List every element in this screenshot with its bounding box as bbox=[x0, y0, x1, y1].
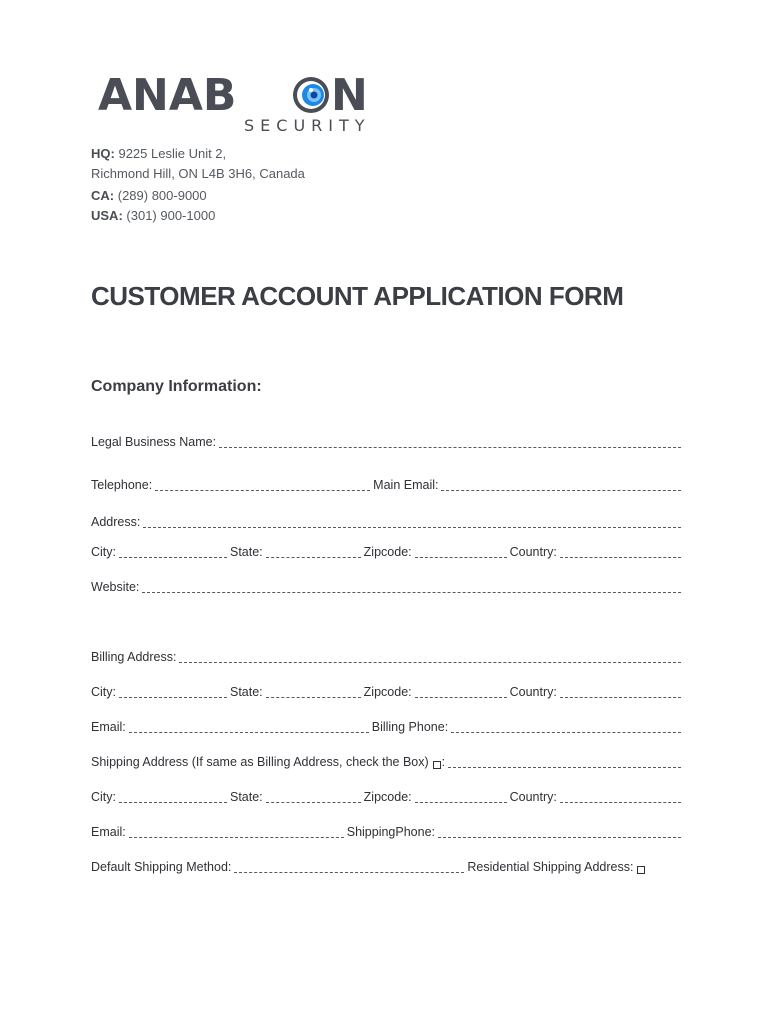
shipping-city-field[interactable] bbox=[119, 802, 227, 803]
residential-shipping-checkbox[interactable] bbox=[637, 866, 645, 874]
billing-city-label: City: bbox=[91, 685, 116, 699]
usa-label: USA: bbox=[91, 208, 123, 223]
legal-business-name-label: Legal Business Name: bbox=[91, 435, 217, 449]
shipping-country-field[interactable] bbox=[560, 802, 681, 803]
billing-email-label: Email: bbox=[91, 720, 126, 734]
billing-address-row bbox=[91, 650, 681, 670]
billing-email-phone-row bbox=[91, 720, 681, 740]
form-title: CUSTOMER ACCOUNT APPLICATION FORM bbox=[91, 281, 624, 311]
hq-street: 9225 Leslie Unit 2, bbox=[118, 146, 227, 161]
billing-address-field[interactable] bbox=[179, 662, 681, 663]
shipping-address-row bbox=[91, 755, 681, 775]
default-shipping-method-field[interactable] bbox=[234, 872, 464, 873]
company-contact-block bbox=[91, 144, 305, 226]
company-logo bbox=[98, 68, 388, 138]
shipping-city-state-zip-country-row bbox=[91, 790, 681, 810]
legal-business-name-row bbox=[91, 435, 681, 455]
billing-zipcode-label: Zipcode: bbox=[363, 685, 412, 699]
billing-country-label: Country: bbox=[509, 685, 557, 699]
usa-phone: (301) 900-1000 bbox=[126, 208, 216, 223]
shipping-email-field[interactable] bbox=[129, 837, 344, 838]
main-email-label: Main Email: bbox=[373, 478, 439, 492]
legal-business-name-field[interactable] bbox=[219, 447, 681, 448]
default-shipping-method-label: Default Shipping Method: bbox=[91, 860, 232, 874]
billing-email-field[interactable] bbox=[129, 732, 369, 733]
website-field[interactable] bbox=[142, 592, 681, 593]
main-email-field[interactable] bbox=[441, 490, 681, 491]
city-state-zip-country-row bbox=[91, 545, 681, 565]
shipping-phone-field[interactable] bbox=[438, 837, 681, 838]
shipping-email-phone-row bbox=[91, 825, 681, 845]
billing-city-field[interactable] bbox=[119, 697, 227, 698]
shipping-state-label: State: bbox=[230, 790, 263, 804]
shipping-country-label: Country: bbox=[509, 790, 557, 804]
logo-wordmark-left: ANAB bbox=[98, 70, 237, 121]
ca-label: CA: bbox=[91, 188, 115, 203]
state-label: State: bbox=[230, 545, 263, 559]
shipping-address-field[interactable] bbox=[448, 767, 681, 768]
telephone-email-row bbox=[91, 478, 681, 498]
zipcode-label: Zipcode: bbox=[363, 545, 412, 559]
billing-city-state-zip-country-row bbox=[91, 685, 681, 705]
hq-address-line1 bbox=[91, 144, 305, 164]
billing-country-field[interactable] bbox=[560, 697, 681, 698]
billing-state-field[interactable] bbox=[266, 697, 361, 698]
camera-lens-icon bbox=[293, 77, 329, 113]
logo-wordmark-right: N bbox=[331, 70, 368, 121]
address-row bbox=[91, 515, 681, 535]
shipping-zipcode-field[interactable] bbox=[415, 802, 507, 803]
zipcode-field[interactable] bbox=[415, 557, 507, 558]
shipping-phone-label: ShippingPhone: bbox=[346, 825, 436, 839]
telephone-field[interactable] bbox=[155, 490, 370, 491]
logo-graphic bbox=[98, 68, 388, 138]
usa-phone-line bbox=[91, 206, 305, 226]
shipping-address-label: Shipping Address (If same as Billing Address, check the Box) bbox=[91, 755, 429, 769]
logo-subtitle: SECURITY bbox=[244, 116, 371, 135]
country-label: Country: bbox=[509, 545, 557, 559]
same-as-billing-checkbox[interactable] bbox=[433, 761, 441, 769]
ca-phone: (289) 800-9000 bbox=[117, 188, 207, 203]
city-label: City: bbox=[91, 545, 116, 559]
website-row bbox=[91, 580, 681, 600]
shipping-address-colon: : bbox=[441, 755, 446, 769]
telephone-label: Telephone: bbox=[91, 478, 153, 492]
shipping-zipcode-label: Zipcode: bbox=[363, 790, 412, 804]
shipping-state-field[interactable] bbox=[266, 802, 361, 803]
billing-address-label: Billing Address: bbox=[91, 650, 177, 664]
canada-phone-line bbox=[91, 186, 305, 206]
state-field[interactable] bbox=[266, 557, 361, 558]
shipping-method-row bbox=[91, 860, 681, 880]
hq-address-line2: Richmond Hill, ON L4B 3H6, Canada bbox=[91, 166, 305, 181]
city-field[interactable] bbox=[119, 557, 227, 558]
shipping-email-label: Email: bbox=[91, 825, 126, 839]
billing-state-label: State: bbox=[230, 685, 263, 699]
website-label: Website: bbox=[91, 580, 140, 594]
company-information-heading: Company Information: bbox=[91, 378, 262, 395]
hq-label: HQ: bbox=[91, 146, 115, 161]
shipping-city-label: City: bbox=[91, 790, 116, 804]
address-label: Address: bbox=[91, 515, 141, 529]
billing-zipcode-field[interactable] bbox=[415, 697, 507, 698]
billing-phone-field[interactable] bbox=[451, 732, 681, 733]
address-field[interactable] bbox=[143, 527, 681, 528]
billing-phone-label: Billing Phone: bbox=[371, 720, 449, 734]
residential-shipping-address-label: Residential Shipping Address: bbox=[467, 860, 634, 874]
country-field[interactable] bbox=[560, 557, 681, 558]
